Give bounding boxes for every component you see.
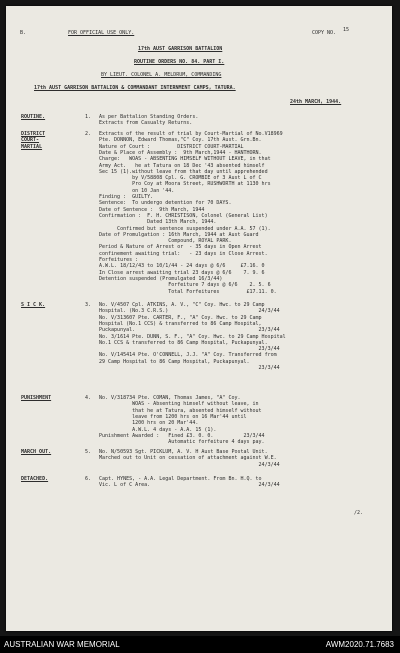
order-line: Date & Place of Assembly : 9th March,1944 - HANTHORN. [99,149,262,156]
order-line: Period & Nature of Arrest or - 35 days in Open Arrest [99,244,262,251]
order-line: Date of Promulgation : 16th March, 1944 at Aust Guard [99,231,259,238]
section-number: 1. [85,114,92,120]
order-line: Compound, ROYAL PARK. [99,238,232,245]
order-line: Confirmed but sentence suspended under A.A. 57 (1). [99,225,271,232]
order-line: No. V/313607 Pte. CARTER, F., "A" Coy. Hwc. to 29 Camp [99,314,262,321]
order-date: 24th MARCH, 1944. [290,99,342,105]
section-number: 4. [85,395,92,401]
section-heading: PUNISHMENT [21,395,52,401]
order-line: confinement awaiting trial: - 23 days in Close Arrest. [99,250,268,257]
order-line: Sentence: To undergo detention for 70 DAYS. [99,200,232,207]
copy-number: 15 [343,27,350,33]
archive-name: AUSTRALIAN WAR MEMORIAL [4,640,120,649]
order-line: Army Act. he at Tatura on 18 Dec '43 absented himself [99,162,265,169]
order-line: Forfeitures : [99,257,139,263]
order-line: on 10 Jan '44. [99,187,175,194]
order-line: Date of Sentence : 9th March, 1944 [99,206,205,213]
order-line: Pro Coy at Moora Street, RUSHWORTH at 1130 hrs [99,181,271,188]
section-heading: DETACHED. [21,476,49,482]
order-line: 24/3/44 [99,461,280,468]
unit-title: 17th AUST GARRISON BATTALION [138,46,223,52]
section-number: 5. [85,449,92,455]
order-line: 23/3/44 [99,365,280,371]
section-heading: ROUTINE. [21,114,46,120]
section-heading: COURT- [21,137,40,144]
order-line: A.W.L. 18/12/43 to 10/1/44 - 24 days @ 6/6 £7.16. 0 [99,263,265,270]
order-line: Extracts of the result of trial by Court-Martial of No.V18969 [99,131,283,137]
order-line: Sec 15 (1).without leave from that day until apprehended [99,168,268,175]
archive-reference: AWM2020.71.7683 [325,640,394,649]
order-line: No. 3/1614 Pte. DUNN, S. F., "A" Coy. Hwc. to 29 Camp Hospital [99,333,286,340]
orders-title: ROUTINE ORDERS NO. 84. PART I. [134,59,225,65]
order-line: No. V/318734 Pte. COMAN, Thomas James, "A" Coy. [99,395,241,401]
stamp-letter: B. [20,30,27,36]
author-line: BY LIEUT. COLONEL A. MELDRUM, COMMANDING [101,72,222,78]
order-line: Extracts from Casualty Returns. [99,120,193,127]
order-line: No.1 CCS & transferred to 86 Camp Hospital, Puckapunyal. [99,339,268,346]
order-line: Hospital (No.1 CCS) & transferred to 86 Camp Hospital, [99,320,262,327]
order-line: No. V/4507 Cpl. ATKINS, A. V., "C" Coy. Hwc. to 29 Camp [99,302,265,308]
archive-footer [0,636,400,653]
order-line: Puckapunyal. 23/3/44 [99,327,280,334]
document-page [6,6,392,631]
section-number: 2. [85,131,92,137]
order-line: Charge: WOAS - ABSENTING HIMSELF WITHOUT LEAVE, in that [99,156,271,163]
order-line: Pte. DONNON, Edward Thomas,"C" Coy. 17th Aust. Grn.Bn. [99,137,262,144]
order-line: Total Forfeitures £17.11. 0. [99,288,277,295]
order-line: No. V/145414 Pte. O'CONNELL, J.J. "A" Coy. Transferred from [99,352,277,359]
order-line: 1200 hrs on 20 Mar'44. [99,420,199,427]
order-line: Finding : GUILTY. [99,194,154,200]
order-line: Detention suspended (Promulgated 16/3/44) [99,275,223,282]
order-line: As per Battalion Standing Orders. [99,114,199,120]
classification: FOR OFFICIAL USE ONLY. [68,30,135,36]
order-line: Punishment Awarded : Fined £3. 0. 0. 23/3/44 [99,432,265,439]
order-line: 23/3/44 [99,346,280,353]
order-line: No. N/50593 Sgt. PICKLUM, A. V. H Aust Base Postal Unit. [99,449,268,455]
section-heading: MARTIAL [21,143,43,150]
order-line: leave from 1200 hrs on 16 Mar'44 until [99,413,247,420]
section-heading: MARCH OUT. [21,449,52,455]
order-line: that he at Tatura, absented himself without [99,407,262,414]
order-line: Capt. HYNES, - A.A. Legal Department. From Bn. H.Q. to [99,476,262,482]
camp-line: 17th AUST GARRISON BATTALION & COMMANDANT INTERNMENT CAMPS, TATURA. [34,85,236,91]
order-line: Nature of Court : DISTRICT COURT-MARTIAL [99,143,244,150]
copy-label: COPY NO. [312,30,337,36]
order-line: Dated 13th March, 1944. [99,219,217,226]
section-heading: S I C K. [21,302,46,308]
order-line: Marched out to Unit on cessation of attachment against W.E. [99,455,277,462]
order-line: Confirmation : F. H. CHRISTISON, Colonel (General List) [99,212,268,219]
order-line: by V/58808 Cpl. G. CROMBIE of 3 Aust L of C [99,175,262,182]
order-line: In Close arrest awaiting trial 23 days @ 6/6 7. 9. 6 [99,269,265,276]
section-number: 6. [85,476,92,482]
order-line: Vic. L of C Area. 24/3/44 [99,482,280,489]
section-number: 3. [85,302,92,308]
page-continuation: /2. [354,510,364,516]
section-heading: DISTRICT [21,131,46,137]
order-line: Automatic forfeiture 4 days pay. [99,439,265,446]
order-line: 29 Camp Hospital to 86 Camp Hospital, Puckapunyal. [99,358,250,365]
order-line: A.W.L. 4 days - A.A. 15 (1). [99,426,217,433]
order-line: Hospital. (No.3 C.R.S.) 24/3/44 [99,308,280,315]
order-line: Forfeiture 7 days @ 6/6 2. 5. 6 [99,282,271,289]
order-line: WOAS - Absenting himself without leave, in [99,401,259,408]
